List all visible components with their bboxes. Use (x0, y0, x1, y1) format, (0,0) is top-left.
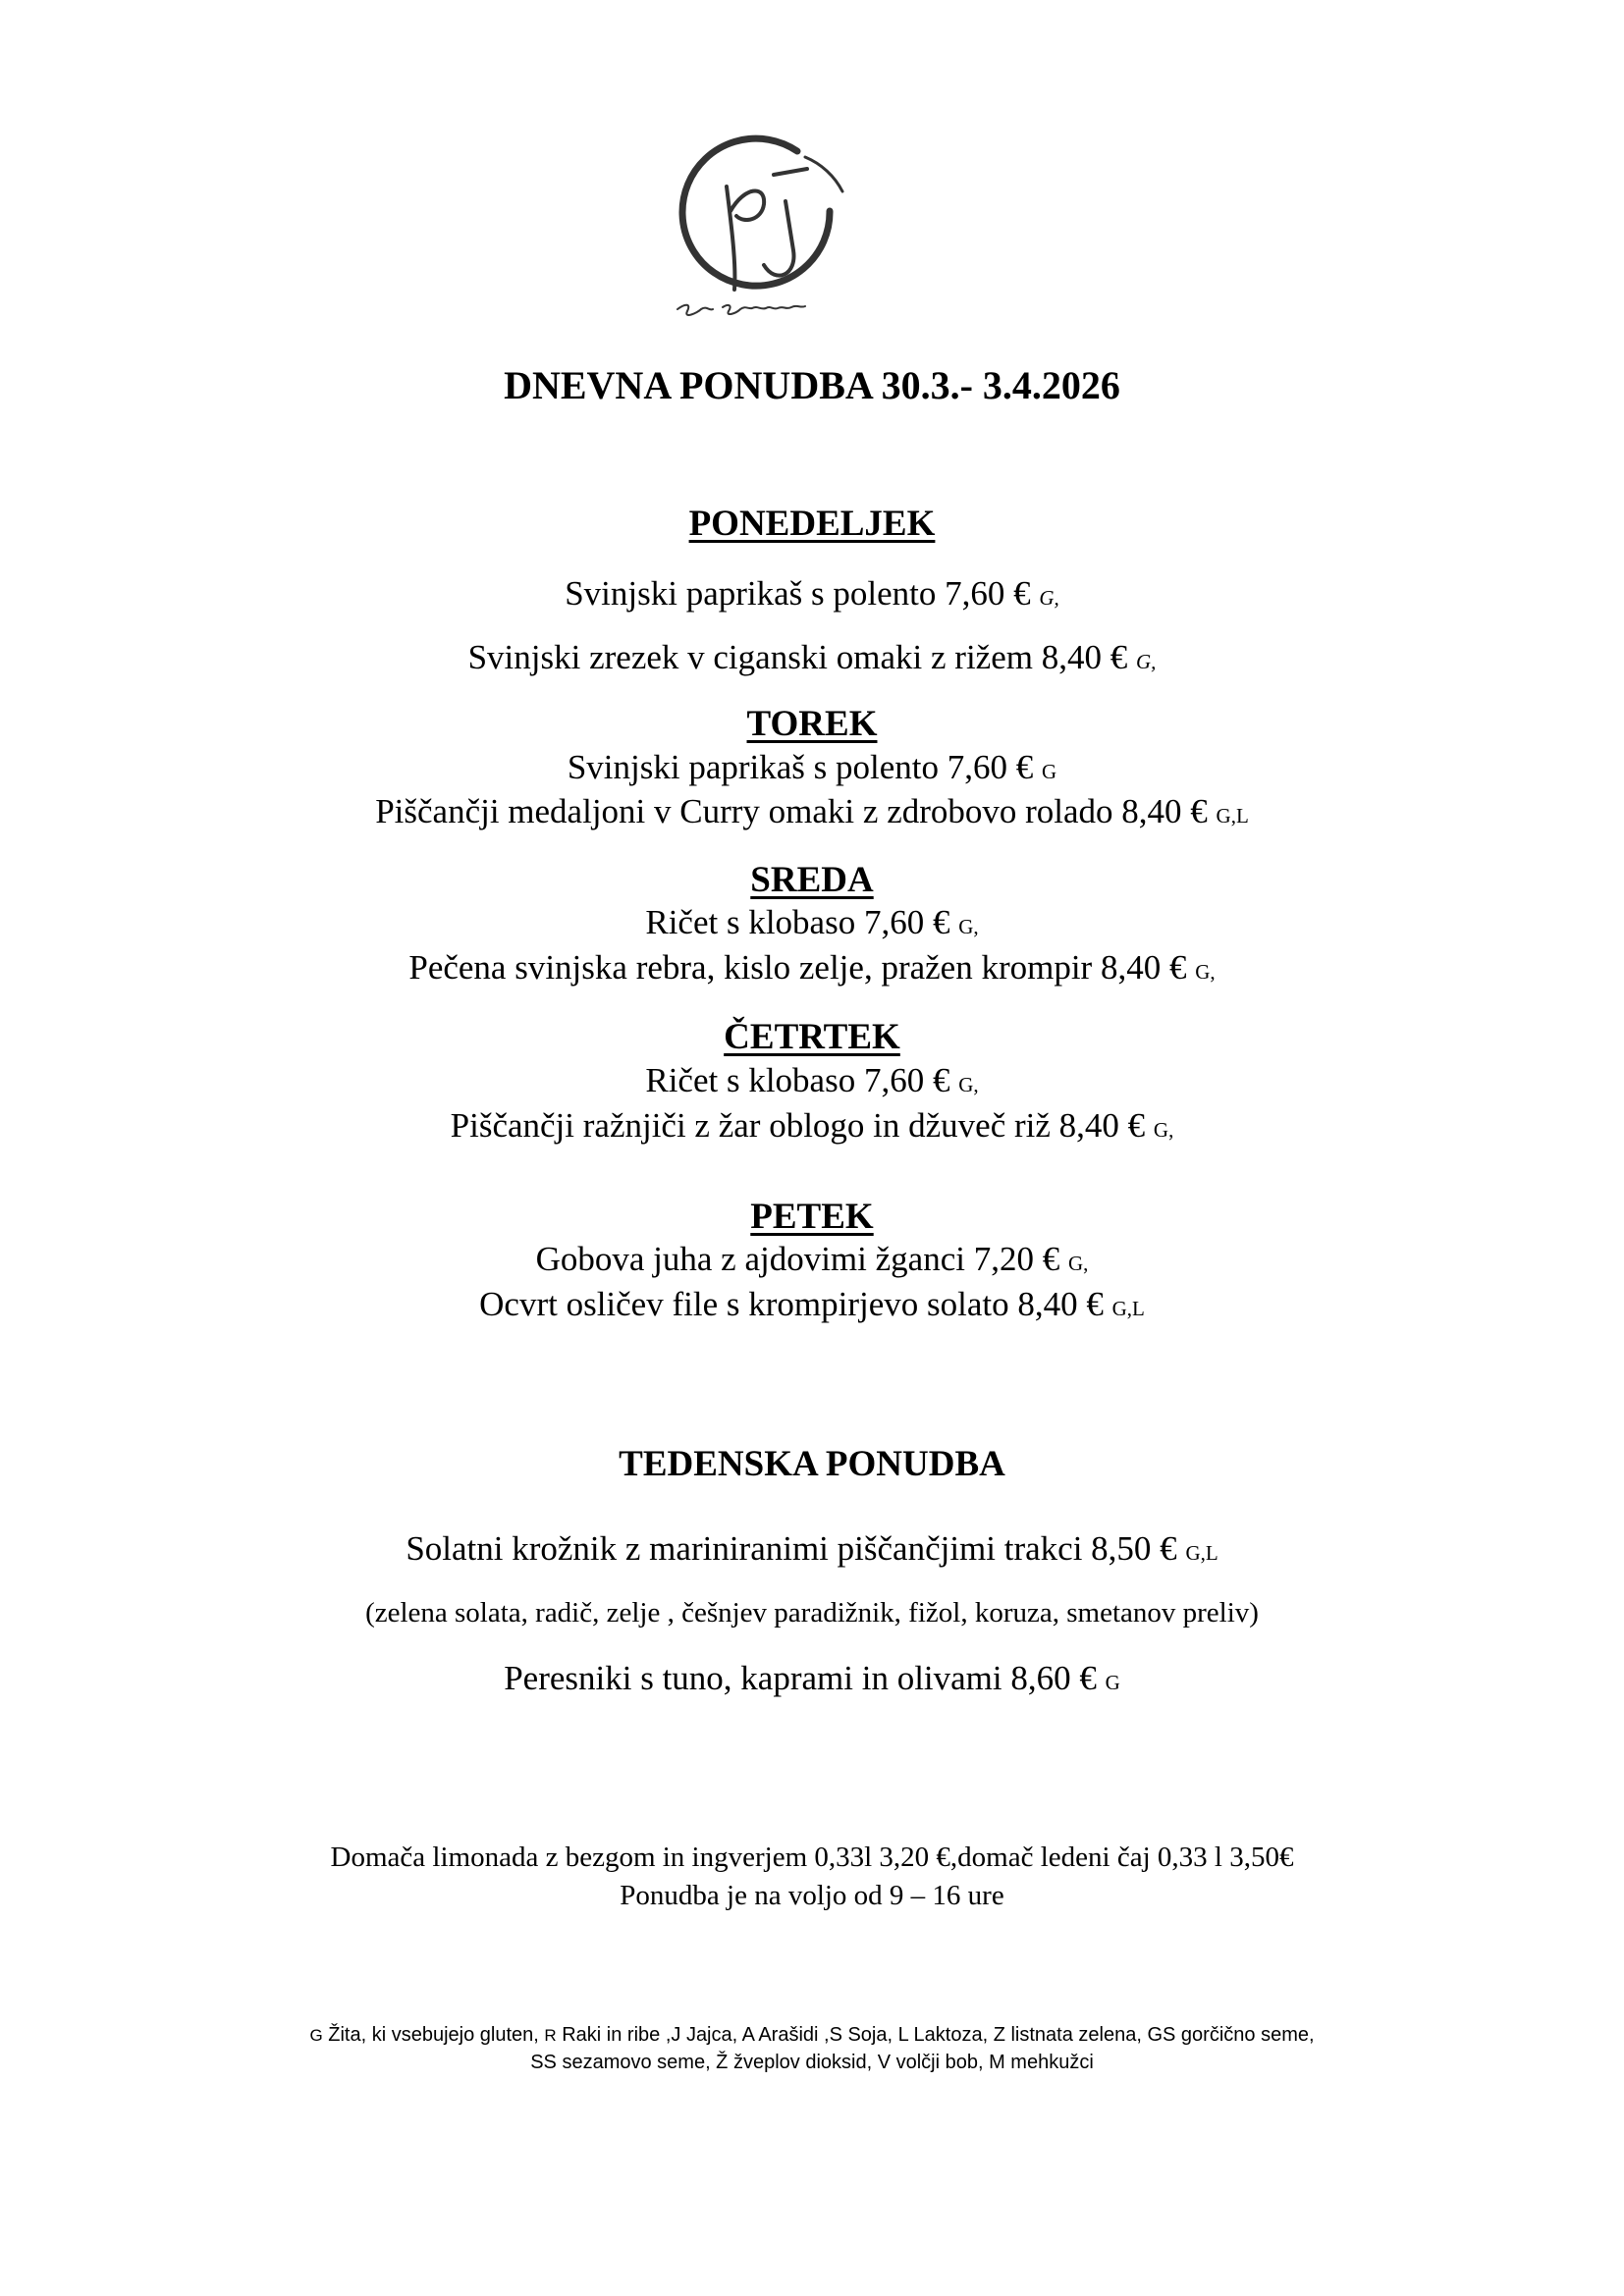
logo-circle (682, 138, 830, 286)
dish-text: Gobova juha z ajdovimi žganci 7,20 € (535, 1240, 1068, 1278)
availability-line: Ponudba je na voljo od 9 – 16 ure (620, 1880, 1004, 1911)
allergen-codes: G,L (1185, 1541, 1218, 1565)
page-title: DNEVNA PONUDBA 30.3.- 3.4.2026 (504, 363, 1120, 407)
drinks-line: Domača limonada z bezgom in ingverjem 0,33l 3,20 €,domač ledeni čaj 0,33 l 3,50€ (330, 1842, 1294, 1873)
weekly-offer-heading: TEDENSKA PONUDBA (619, 1444, 1005, 1484)
allergen-legend-line-1 (0, 2024, 1624, 2047)
dish-text: Peresniki s tuno, kaprami in olivami 8,60 € (504, 1659, 1106, 1697)
legend-text: Raki in ribe ,J Jajca, A Arašidi ,S Soja, L Laktoza, Z listnata zelena, GS gorčično seme, (556, 2024, 1315, 2046)
dish-line (0, 1240, 1624, 1279)
dish-description: (zelena solata, radič, zelje , češnjev paradižnik, fižol, koruza, smetanov preliv) (365, 1597, 1259, 1629)
dish-text: Ocvrt osličev file s krompirjevo solato 8,40 € (479, 1285, 1112, 1323)
day-heading-friday: PETEK (750, 1197, 874, 1237)
dish-line (0, 1061, 1624, 1100)
legend-code: R (544, 2026, 557, 2045)
dish-text: Svinjski zrezek v ciganski omaki z rižem 8,40 € (467, 638, 1136, 676)
dish-line (0, 1285, 1624, 1324)
allergen-legend-line-2: SS sezamovo seme, Ž žveplov dioksid, V volčji bob, M mehkužci (530, 2052, 1094, 2073)
allergen-codes: G (1042, 760, 1057, 783)
dish-text: Ričet s klobaso 7,60 € (645, 1061, 959, 1099)
restaurant-logo (628, 118, 923, 334)
allergen-codes: G, (958, 1073, 979, 1096)
dish-line (0, 1529, 1624, 1569)
day-heading-monday: PONEDELJEK (688, 504, 936, 544)
dish-line (0, 948, 1624, 988)
dish-line (0, 903, 1624, 942)
day-heading-tuesday: TOREK (746, 704, 878, 744)
dish-line (0, 1106, 1624, 1146)
allergen-codes: G, (1153, 1118, 1174, 1142)
legend-code: G (309, 2026, 323, 2045)
day-heading-wednesday: SREDA (750, 860, 874, 900)
allergen-codes: G, (958, 915, 979, 938)
allergen-codes: G, (1195, 960, 1216, 984)
dish-line (0, 748, 1624, 787)
dish-line (0, 638, 1624, 677)
dish-text: Svinjski paprikaš s polento 7,60 € (565, 574, 1040, 613)
allergen-codes: G,L (1111, 1297, 1145, 1320)
allergen-codes: G, (1135, 650, 1157, 673)
dish-text: Pečena svinjska rebra, kislo zelje, pražen krompir 8,40 € (408, 948, 1196, 987)
logo-circle-tail (805, 157, 842, 191)
day-heading-thursday: ČETRTEK (724, 1017, 900, 1057)
dish-line (0, 574, 1624, 614)
allergen-codes: G,L (1216, 804, 1249, 828)
dish-text: Piščančji medaljoni v Curry omaki z zdrobovo rolado 8,40 € (375, 792, 1217, 830)
dish-line (0, 792, 1624, 831)
legend-text: Žita, ki vsebujejo gluten, (322, 2024, 545, 2046)
dish-text: Piščančji ražnjiči z žar oblogo in džuveč riž 8,40 € (450, 1106, 1154, 1145)
dish-text: Solatni krožnik z mariniranimi piščančjimi trakci 8,50 € (406, 1529, 1186, 1568)
allergen-codes: G, (1039, 586, 1059, 610)
allergen-codes: G (1105, 1671, 1120, 1694)
dish-line (0, 1659, 1624, 1698)
logo-script (677, 305, 805, 315)
allergen-codes: G, (1067, 1252, 1089, 1275)
dish-text: Ričet s klobaso 7,60 € (645, 903, 959, 941)
dish-text: Svinjski paprikaš s polento 7,60 € (567, 748, 1042, 786)
